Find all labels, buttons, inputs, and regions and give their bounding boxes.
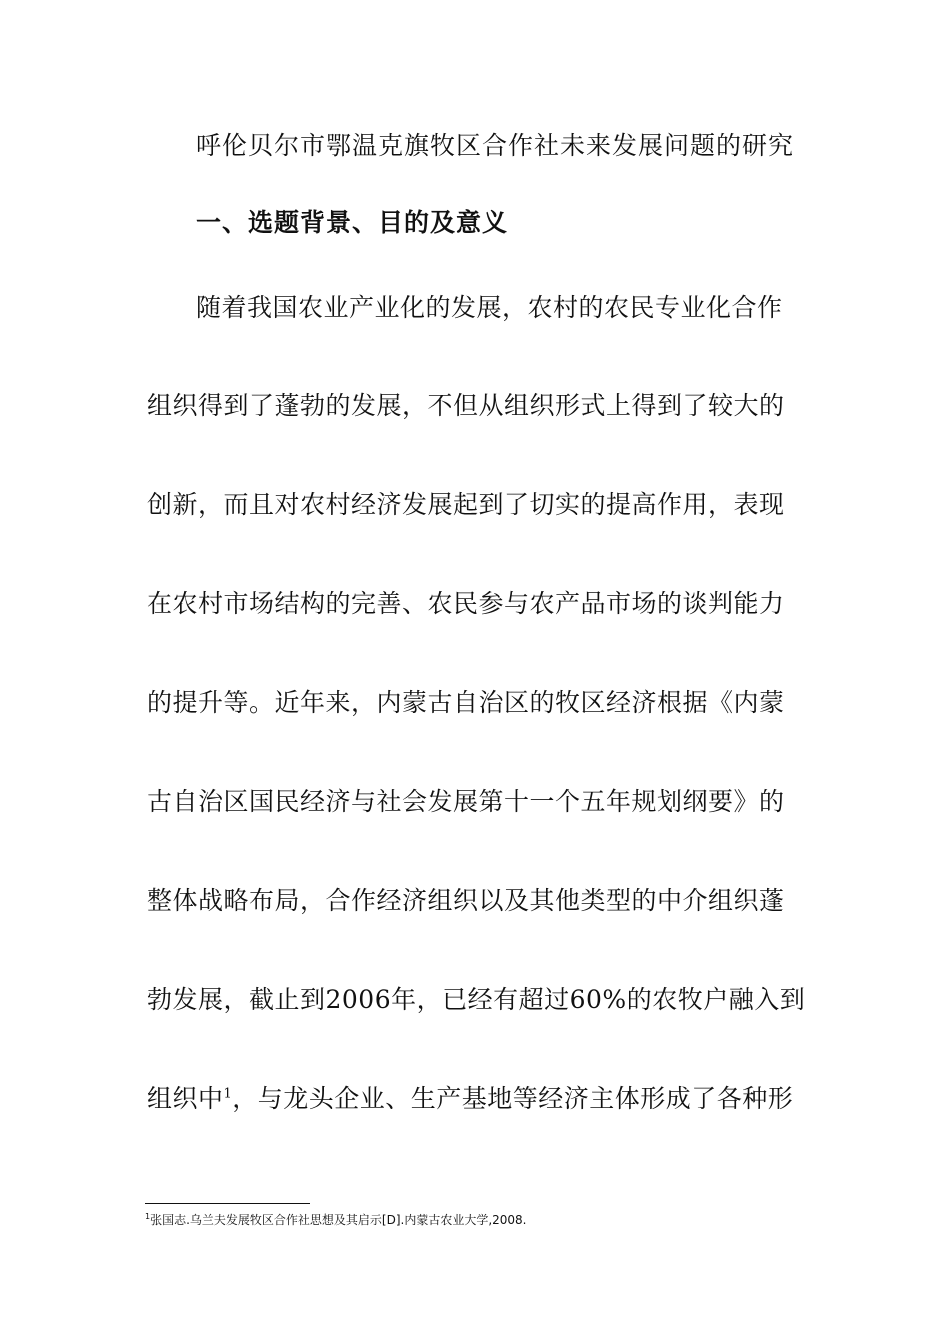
paragraph-line: 创新，而且对农村经济发展起到了切实的提高作用，表现 <box>147 490 785 519</box>
paragraph-line: 勃发展，截止到2006年，已经有超过60%的农牧户融入到 <box>147 985 806 1014</box>
paragraph-line: 的提升等。近年来，内蒙古自治区的牧区经济根据《内蒙 <box>147 688 785 717</box>
paragraph-line: 在农村市场结构的完善、农民参与农产品市场的谈判能力 <box>147 589 785 618</box>
document-title: 呼伦贝尔市鄂温克旗牧区合作社未来发展问题的研究 <box>196 131 795 160</box>
paragraph-line: 整体战略布局，合作经济组织以及其他类型的中介组织蓬 <box>147 886 785 915</box>
paragraph-text: 组织中 <box>147 1084 224 1113</box>
footnote-text: 张国志.乌兰夫发展牧区合作社思想及其启示[D].内蒙古农业大学,2008. <box>150 1213 527 1227</box>
footnote-divider <box>145 1203 310 1204</box>
paragraph-line: 随着我国农业产业化的发展，农村的农民专业化合作 <box>196 293 783 322</box>
paragraph-line: 古自治区国民经济与社会发展第十一个五年规划纲要》的 <box>147 787 785 816</box>
footnote-reference[interactable]: 1 <box>223 1086 233 1102</box>
section-heading: 一、选题背景、目的及意义 <box>196 208 509 237</box>
paragraph-text: ，与龙头企业、生产基地等经济主体形成了各种形 <box>232 1084 794 1113</box>
paragraph-line: 组织得到了蓬勃的发展，不但从组织形式上得到了较大的 <box>147 391 785 420</box>
paragraph-line <box>147 1079 793 1115</box>
footnote <box>145 1211 527 1228</box>
footnote-mark: 1 <box>145 1212 151 1221</box>
